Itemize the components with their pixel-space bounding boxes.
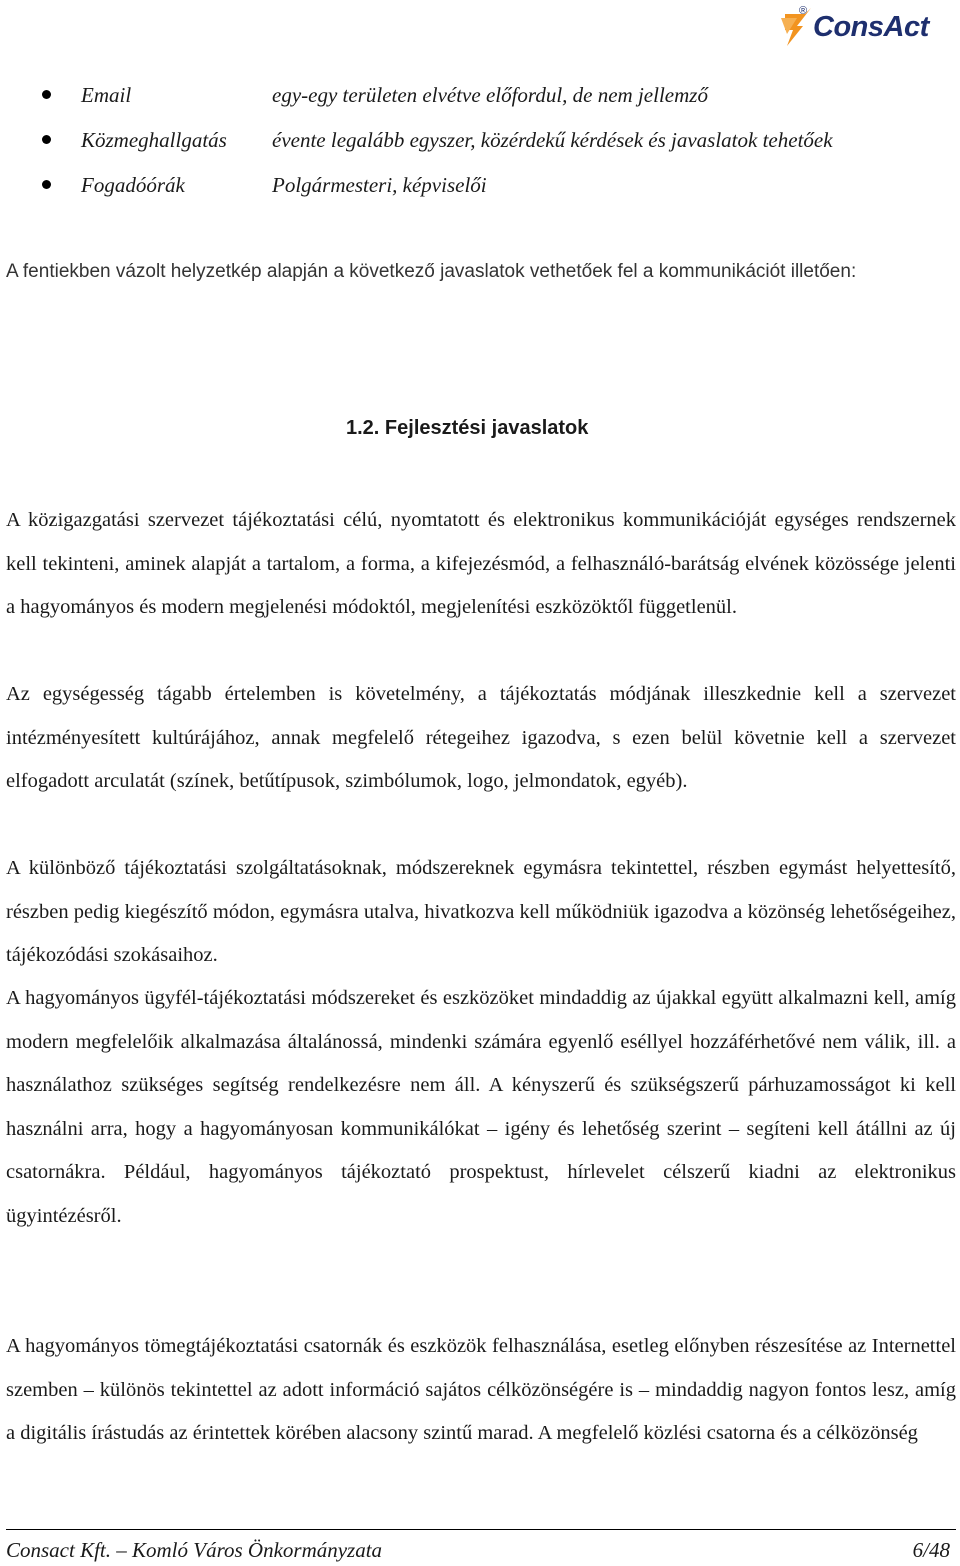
- list-item-description: Polgármesteri, képviselői: [272, 173, 487, 197]
- list-item: [0, 122, 960, 167]
- bullet-icon: [42, 90, 51, 99]
- registered-mark: ®: [799, 5, 807, 17]
- footer-divider: [6, 1529, 956, 1530]
- list-item-term: Fogadóórák: [81, 173, 185, 197]
- section-title: Fejlesztési javaslatok: [384, 417, 589, 439]
- section-heading: [346, 410, 588, 446]
- logo-emblem-icon: [777, 4, 817, 50]
- logo-text: ConsAct: [813, 11, 929, 43]
- list-item: [0, 167, 960, 212]
- list-item-term: Közmeghallgatás: [81, 128, 227, 152]
- intro-paragraph: A fentiekben vázolt helyzetkép alapján a következő javaslatok vethetőek fel a kommunikációt illetően:: [6, 261, 857, 282]
- list-item-description: évente legalább egyszer, közérdekű kérdések és javaslatok tehetőek: [272, 128, 833, 152]
- body-paragraph: A közigazgatási szervezet tájékoztatási célú, nyomtatott és elektronikus kommunikációját egységes rendszernek kell tekinteni, aminek alapját a tartalom, a forma, a kifejezésmód, a felhasználó-barátság elvének közössége jelenti a hagyományos és modern megjelenési módoktól, megjelenítési eszközöktől függetlenül.: [6, 509, 956, 619]
- page-number: 6/48: [912, 1538, 950, 1562]
- channel-list: [0, 77, 960, 212]
- list-item-description: egy-egy területen elvétve előfordul, de nem jellemző: [272, 83, 708, 107]
- list-item: [0, 77, 960, 122]
- list-item-term: Email: [81, 83, 132, 107]
- bullet-icon: [42, 135, 51, 144]
- logo-wordmark: [799, 5, 929, 44]
- bullet-icon: [42, 180, 51, 189]
- section-number: 1.2.: [346, 417, 380, 439]
- body-paragraph: A hagyományos tömegtájékoztatási csatornák és eszközök felhasználása, esetleg előnyben részesítése az Internettel szemben – különös tekintettel az adott információ sajátos célközönségére is – mindaddig nagyon fontos lesz, amíg a digitális írástudás az érintettek körében alacsony szintű marad. A megfelelő közlési csatorna és a célközönség: [6, 1335, 956, 1445]
- footer-text: Consact Kft. – Komló Város Önkormányzata: [6, 1538, 383, 1562]
- consact-logo: [777, 4, 952, 50]
- body-paragraph: Az egységesség tágabb értelemben is követelmény, a tájékoztatás módjának illeszkednie kell a szervezet intézményesített kultúrájához, annak megfelelő rétegeihez igazodva, s ezen belül követnie kell a szervezet elfogadott arculatát (színek, betűtípusok, szimbólumok, logo, jelmondatok, egyéb).: [6, 683, 956, 793]
- body-paragraph: A különböző tájékoztatási szolgáltatásoknak, módszereknek egymásra tekintettel, részben egymást helyettesítő, részben pedig kiegészítő módon, egymásra utalva, hivatkozva kell működniük igazodva a közönség lehetőségeihez, tájékozódási szokásaihoz.: [6, 857, 956, 967]
- body-paragraph: A hagyományos ügyfél-tájékoztatási módszereket és eszközöket mindaddig az újakkal együtt alkalmazni kell, amíg modern megfelelőik alkalmazása általánossá, mindenki számára egyenlő eséllyel hozzáférhetővé nem válik, ill. a használathoz szükséges segítség rendelkezésre nem áll. A kényszerű és szükségszerű párhuzamosságot ki kell használni arra, hogy a hagyományosan kommunikálókat – igény és lehetőség szerint – segíteni kell átállni az új csatornákra. Például, hagyományos tájékoztató prospektust, hírlevelet célszerű kiadni az elektronikus ügyintézésről.: [6, 987, 956, 1227]
